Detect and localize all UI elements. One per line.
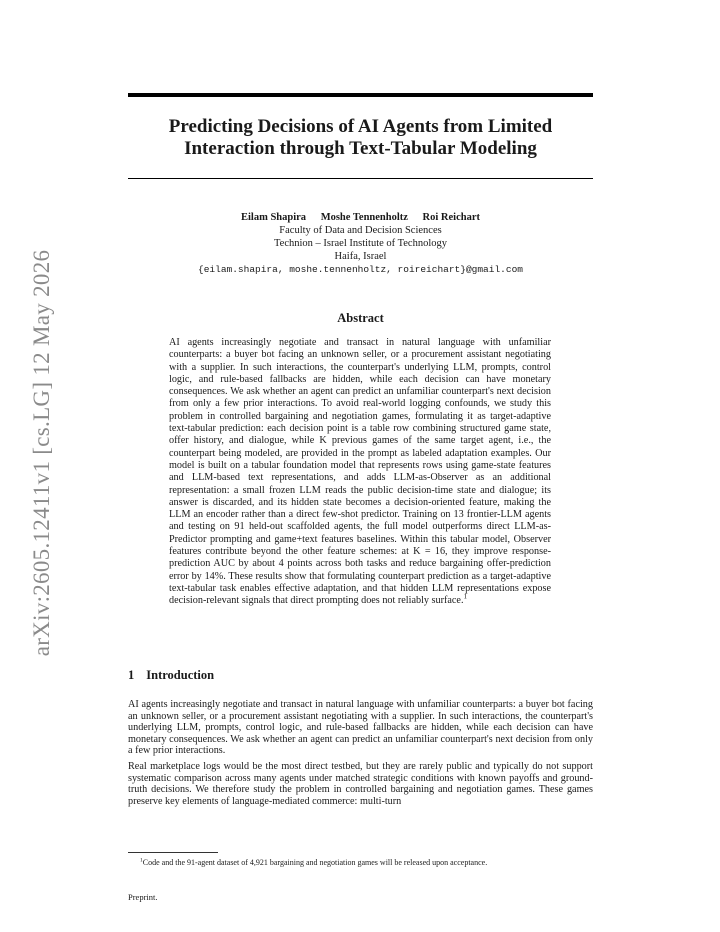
author-block <box>128 211 593 276</box>
author-name: Moshe Tennenholtz <box>320 212 408 223</box>
paragraph: AI agents increasingly negotiate and transact in natural language with unfamiliar counterparts: a buyer bot facing an unknown seller, or a procurement assistant negotiating with a supplier. In such interactions, the counterpart's underlying LLM, prompts, control logic, and rule-based fallbacks are hidden, while each decision can have monetary consequences. We ask whether an agent can predict an unfamiliar counterpart's next decision from only a few prior interactions. <box>128 699 593 757</box>
footnote-rule <box>128 852 218 853</box>
preprint-label: Preprint. <box>128 892 158 902</box>
title-rule-top <box>128 93 593 97</box>
affiliation-faculty: Faculty of Data and Decision Sciences <box>279 225 442 236</box>
arxiv-identifier: arXiv:2605.12411v1 [cs.LG] 12 May 2026 <box>29 249 54 657</box>
author-name: Eilam Shapira <box>241 212 307 223</box>
author-name: Roi Reichart <box>422 212 480 223</box>
abstract-text: AI agents increasingly negotiate and transact in natural language with unfamiliar counterparts: a buyer bot facing an unknown seller, or a procurement assistant negotiating with a supplier. In such interactions, the counterpart's underlying LLM, prompts, control logic, and rule-based fallbacks are hidden, while each decision can have monetary consequences. We ask whether an agent can predict an unfamiliar counterpart's next decision from only a few prior interactions. To avoid real-world logging confounds, we study this problem in controlled bargaining and negotiation games, formulating it as target-adaptive text-tabular prediction: each decision point is a table row combining structured game state, offer history, and dialogue, while K previous games of the same target agent, i.e., the counterpart being modeled, are provided in the prompt as labeled adaptation examples. Our model is built on a tabular foundation model that represents rows using game-state features and LLM-based text representations, and adds LLM-as-Observer as an additional representation: a small frozen LLM reads the public decision-time state and dialogue; its answer is discarded, and its hidden state becomes a decision-oriented feature, making the LLM an encoder rather than a direct few-shot predictor. Training on 13 frontier-LLM agents and testing on 91 held-out scaffolded agents, the full model outperforms direct LLM-as-Predictor prompting and game+text features baselines. Within this tabular model, Observer features contribute beyond the other feature schemes: at K = 16, they improve response-prediction AUC by about 4 points across both tasks and reduce bargaining offer-prediction error by 14%. These results show that formulating counterpart prediction as a target-adaptive text-tabular task enables effective adaptation, and that hidden LLM representations expose decision-relevant signals that direct prompting does not reliably surface. <box>169 337 551 607</box>
abstract-heading: Abstract <box>337 311 384 325</box>
affiliation-location: Haifa, Israel <box>334 251 387 262</box>
section-title: Introduction <box>146 668 215 682</box>
author-names <box>128 211 593 224</box>
abstract-body <box>169 337 551 608</box>
affiliation-institution: Technion – Israel Institute of Technology <box>274 238 447 249</box>
title-rule-bottom <box>128 178 593 179</box>
introduction-body <box>128 699 593 811</box>
section-number: 1 <box>128 668 135 682</box>
footnote-text: Code and the 91-agent dataset of 4,921 bargaining and negotiation games will be released upon acceptance. <box>142 858 488 867</box>
footnote <box>128 858 593 902</box>
section-heading <box>128 668 214 683</box>
author-email: {eilam.shapira, moshe.tennenholtz, roireichart}@gmail.com <box>198 264 523 275</box>
footnote-marker: 1 <box>463 592 468 601</box>
footnote-number: 1 <box>140 857 143 864</box>
paper-title: Predicting Decisions of AI Agents from Limited Interaction through Text-Tabular Modeling <box>168 116 553 159</box>
paragraph: Real marketplace logs would be the most direct testbed, but they are rarely public and typically do not support systematic comparison across many agents under matched strategic conditions with known payoffs and ground-truth decisions. We therefore study the problem in controlled bargaining and negotiation games. These games preserve key elements of language-mediated commerce: multi-turn <box>128 760 593 807</box>
